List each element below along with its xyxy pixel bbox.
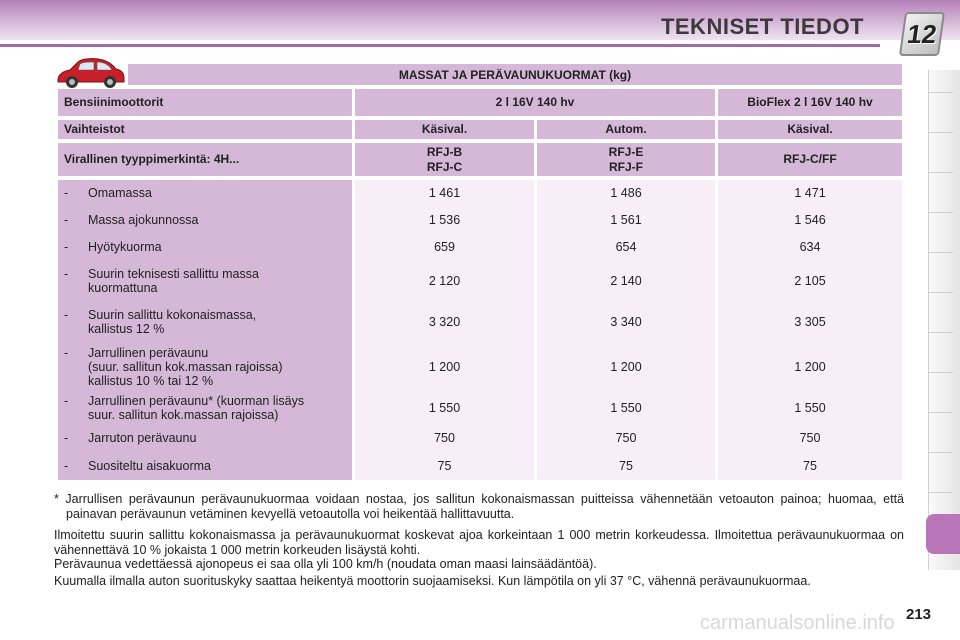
note-altitude: Ilmoitettu suurin sallittu kokonaismassa ja perävaunukuormat koskevat ajoa korkeintaan 1 000 metrin korkeudessa. Ilmoitettua perävaunukuormaa on vähennettävä 10 % jokaista 1 000 metrin korkeuden lisäystä kohti. bbox=[54, 528, 904, 557]
engine-bioflex: BioFlex 2 l 16V 140 hv bbox=[718, 89, 902, 116]
row-label-text: Suositeltu aisakuorma bbox=[88, 459, 211, 473]
row-label-text: Massa ajokunnossa bbox=[88, 213, 199, 227]
row-label bbox=[58, 213, 352, 227]
row-bullet: - bbox=[64, 346, 69, 360]
type-code-3: RFJ-C/FF bbox=[718, 143, 902, 176]
row-bullet: - bbox=[64, 431, 69, 445]
table-title: MASSAT JA PERÄVAUNUKUORMAT (kg) bbox=[128, 64, 902, 85]
row-bullet: - bbox=[64, 213, 69, 227]
engine-row bbox=[58, 89, 902, 116]
row-value-col-3: 2 105 bbox=[794, 274, 826, 288]
row-label-text: Suurin teknisesti sallittu massa kuormattuna bbox=[88, 267, 259, 295]
row-value-col-1: 3 320 bbox=[428, 315, 461, 329]
row-label-text: Hyötykuorma bbox=[88, 240, 162, 254]
row-value-col-2: 75 bbox=[619, 459, 633, 473]
tab-divider bbox=[929, 372, 953, 373]
row-value-col-3: 3 305 bbox=[794, 315, 826, 329]
row-value-col-3: 634 bbox=[799, 240, 821, 254]
row-bullet: - bbox=[64, 394, 69, 408]
row-label bbox=[58, 346, 352, 388]
tab-divider bbox=[929, 92, 953, 93]
row-label-text: Omamassa bbox=[88, 186, 152, 200]
chapter-tab-strip bbox=[928, 70, 960, 570]
row-value-col-2: 654 bbox=[615, 240, 637, 254]
row-value-col-1: 750 bbox=[434, 431, 455, 445]
row-value-col-3: 750 bbox=[799, 431, 821, 445]
tab-divider bbox=[929, 132, 953, 133]
row-value-col-1: 1 550 bbox=[428, 401, 461, 415]
page-title: TEKNISET TIEDOT bbox=[660, 14, 864, 39]
gearbox-row-label: Vaihteistot bbox=[58, 120, 352, 139]
row-value-col-1: 1 200 bbox=[428, 360, 461, 374]
tab-divider bbox=[929, 292, 953, 293]
tab-divider bbox=[929, 172, 953, 173]
row-value-col-2: 1 486 bbox=[610, 186, 642, 200]
row-label bbox=[58, 308, 352, 336]
row-value-col-3: 1 546 bbox=[794, 213, 826, 227]
row-bullet: - bbox=[64, 240, 69, 254]
row-value-col-1: 659 bbox=[434, 240, 455, 254]
row-bullet: - bbox=[64, 459, 69, 473]
engine-row-label: Bensiinimoottorit bbox=[58, 89, 352, 116]
row-value-col-1: 75 bbox=[437, 459, 452, 473]
row-label-text: Suurin sallittu kokonaismassa, kallistus 12 % bbox=[88, 308, 257, 336]
gearbox-manual-2: Käsival. bbox=[718, 120, 902, 139]
row-value-col-1: 2 120 bbox=[428, 274, 461, 288]
row-value-col-2: 1 200 bbox=[610, 360, 642, 374]
type-row-label: Virallinen tyyppimerkintä: 4H... bbox=[58, 143, 352, 176]
tab-divider bbox=[929, 412, 953, 413]
row-value-col-2: 1 561 bbox=[610, 213, 642, 227]
tab-divider bbox=[929, 332, 953, 333]
footnote-asterisk: * Jarrullisen perävaunun perävaunukuormaa voidaan nostaa, jos sallitun kokonaismassan puitteissa vähennetään vetoauton painoa; huomaa, että painavan perävaunun vetäminen kevyellä vetoautolla voi heikentää hallittavuutta. bbox=[54, 492, 904, 521]
row-label bbox=[58, 240, 352, 254]
note-hot-weather: Kuumalla ilmalla auton suorituskyky saattaa heikentyä moottorin suojaamiseksi. Kun lämpötila on yli 37 °C, vähennä perävaunukuormaa. bbox=[54, 574, 811, 588]
row-label bbox=[58, 186, 352, 200]
gearbox-row bbox=[58, 120, 902, 139]
header-rule bbox=[0, 44, 880, 47]
row-label-text: Jarrullinen perävaunu* (kuorman lisäys suur. sallitun kok.massan rajoissa) bbox=[88, 394, 305, 422]
gearbox-manual-1: Käsival. bbox=[355, 120, 534, 139]
row-label bbox=[58, 431, 352, 445]
row-value-col-3: 1 200 bbox=[794, 360, 826, 374]
tab-divider bbox=[929, 452, 953, 453]
car-icon bbox=[54, 56, 126, 90]
tab-divider bbox=[929, 252, 953, 253]
note-speed-limit: Perävaunua vedettäessä ajonopeus ei saa olla yli 100 km/h (noudata oman maasi lainsäädäntöä). bbox=[54, 557, 597, 571]
row-value-col-3: 75 bbox=[803, 459, 817, 473]
row-label bbox=[58, 394, 352, 422]
row-value-col-2: 750 bbox=[615, 431, 637, 445]
row-value-col-3: 1 550 bbox=[794, 401, 826, 415]
row-bullet: - bbox=[64, 186, 69, 200]
row-value-col-2: 1 550 bbox=[610, 401, 642, 415]
type-code-2: RFJ-E RFJ-F bbox=[537, 143, 715, 176]
row-label-text: Jarruton perävaunu bbox=[88, 431, 197, 445]
row-value-col-3: 1 471 bbox=[794, 186, 826, 200]
row-value-col-1: 1 536 bbox=[428, 213, 461, 227]
row-label bbox=[58, 267, 352, 295]
row-bullet: - bbox=[64, 267, 69, 281]
row-value-col-2: 3 340 bbox=[610, 315, 642, 329]
gearbox-auto: Autom. bbox=[537, 120, 715, 139]
tab-divider bbox=[929, 212, 953, 213]
type-code-1: RFJ-B RFJ-C bbox=[355, 143, 534, 176]
tab-divider bbox=[929, 492, 953, 493]
chapter-number-badge: 12 bbox=[899, 12, 945, 56]
row-value-col-2: 2 140 bbox=[610, 274, 642, 288]
watermark: carmanualsonline.info bbox=[700, 612, 895, 634]
row-label bbox=[58, 459, 352, 473]
row-value-col-1: 1 461 bbox=[428, 186, 461, 200]
active-chapter-tab[interactable] bbox=[926, 514, 960, 554]
row-bullet: - bbox=[64, 308, 69, 322]
page-number: 213 bbox=[906, 606, 932, 623]
row-label-text: Jarrullinen perävaunu (suur. sallitun kok.massan rajoissa) kallistus 10 % tai 12 % bbox=[88, 346, 283, 388]
type-row bbox=[58, 143, 902, 176]
engine-2l-16v: 2 l 16V 140 hv bbox=[355, 89, 715, 116]
